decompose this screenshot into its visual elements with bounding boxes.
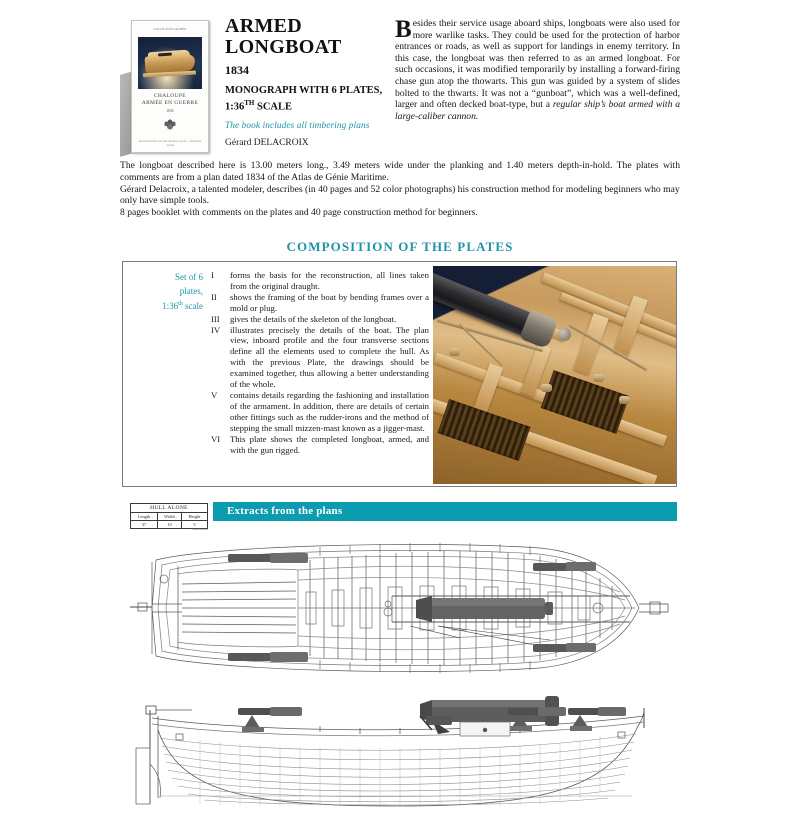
book-scale-sup: TH [244,99,255,107]
composition-heading: COMPOSITION OF THE PLATES [286,239,514,254]
plate-numeral: II [211,291,217,302]
cover-collection-label: COLLECTION ARCHÉO [153,28,187,31]
plates-set-label-line1: Set of 6 [175,272,203,282]
plate-description: contains details regarding the fashioning and installation of the armament. In addition, there are details of certain other fittings such as the rudder-irons and the method of stepping the small mizzen-mast known as a jigger-mast. [230,389,429,433]
description-paragraph-2: Gérard Delacroix, a talented modeler, describes (in 40 pages and 52 color photographs) his construction method for modeling beginners who may only have simple tools. [120,183,680,207]
cover-year: 1834 [166,109,174,113]
table-cell: 10 [158,521,182,529]
table-cell: 37 [131,521,158,529]
book-cover-image [120,20,218,152]
cover-title-line1: CHALOUPE [154,93,186,99]
intro-paragraph-column [395,18,680,122]
table-unit-caption: Centimeters [191,527,208,531]
book-subtitle [225,84,385,114]
photo-block-tackle [449,348,460,356]
plan-drawings-section [120,534,680,826]
plate-description: shows the framing of the boat by bending frames over a mold or plug. [230,291,429,313]
cover-model-photo [138,37,202,89]
cover-title [132,93,208,107]
model-cannon-photograph [433,266,676,484]
list-item [211,434,429,456]
photo-block-tackle [541,384,552,392]
book-cover-front [131,20,209,153]
plate-numeral: VI [211,433,221,444]
table-row [131,504,208,513]
cover-title-line2: ARMÉE EN GUERRE [141,100,199,106]
intro-paragraph-text: esides their service usage aboard ships, longboats were also used for more warlike tasks. They could be used for the protection of harbor entrances or roads, as well as support for landings in enemy territory. In this case, the longboat was then referred to as an armed longboat. For such occasions, it was modified temporarily by installing a forward-firing chase gun atop the thowarts. This gun was guided by a system of slides bolted to the thwarts. It was not a “gunboat”, which was a well-defined, larger and often decked boat-type, but a [395,18,680,111]
extracts-section-label: Extracts from the plans [227,505,343,517]
plate-numeral: I [211,270,214,280]
photo-block-tackle [619,396,630,404]
header-section [120,16,680,166]
page-title [225,16,385,58]
column-header: Width [158,513,182,521]
table-cell: 5 [181,521,207,529]
description-paragraph-3: 8 pages booklet with comments on the plates and 40 page construction method for beginners. [120,207,478,219]
table-title: HULL ALONE [131,504,208,513]
plate-numeral: V [211,389,218,400]
photo-block-tackle [593,374,604,382]
hull-dimensions-table [130,503,208,529]
plates-composition-box [122,261,677,487]
plate-description: illustrates precisely the details of the boat. The plan view, inboard profile and the four transverse sections define all the elements used to complete the hull. As with the previous Plate, the drawings should be examined together, thus allowing a better understanding of the whole. [230,324,429,390]
list-item [211,390,429,434]
plates-set-label-line2: plates, [179,285,203,296]
intro-paragraph [395,18,680,122]
plates-list [211,270,429,455]
plate-description: This plate shows the completed longboat, armed, and with the gun rigged. [230,433,429,455]
intro-paragraph-italic: regular ship’s boat armed with a large-caliber cannon. [395,99,680,122]
description-block [120,160,680,219]
book-subtitle-line1: MONOGRAPH WITH 6 PLATES, [225,85,383,96]
list-item [211,325,429,390]
book-year: 1834 [225,63,249,77]
list-item [211,292,429,314]
book-author: Gérard DELACROIX [225,137,309,148]
title-column [225,16,385,148]
plate-description: gives the details of the skeleton of the longboat. [230,313,397,324]
page-title-line1: ARMED [225,15,303,37]
extracts-section-bar [213,502,677,521]
cover-footer-text: MONOGRAPHIE PAR GÉRARD DELACROIX — ÉDITIONS ANCRE [138,140,202,147]
table-row [131,513,208,521]
list-item [211,314,429,325]
plates-set-label [131,271,203,314]
plate-numeral: IV [211,324,221,335]
profile-view-drawing [120,686,680,826]
description-paragraph-1: The longboat described here is 13.00 meters long., 3.49 meters wide under the planking and 1.40 meters depth-in-hold. The plates with comments are from a plan dated 1834 of the Atlas de Génie Maritime. [120,160,680,183]
list-item [211,270,429,292]
page-title-line2: LONGBOAT [225,36,342,58]
column-header: Length [131,513,158,521]
plate-numeral: III [211,313,220,324]
book-scale-prefix: 1:36 [225,101,245,113]
plates-scale-prefix: 1:36 [162,301,179,311]
plates-scale-suffix: scale [182,301,203,311]
crest-icon [161,115,179,131]
plan-view-drawing [120,534,680,682]
plates-scale-sup: th [178,301,183,307]
column-header: Height [181,513,207,521]
plate-description: forms the basis for the reconstruction, all lines taken from the original draught. [230,270,429,291]
book-timbering-note: The book includes all timbering plans [225,120,370,131]
drop-cap: B [395,16,412,43]
photo-cannon-cascabel [558,328,571,341]
book-scale-suffix: SCALE [254,101,293,113]
